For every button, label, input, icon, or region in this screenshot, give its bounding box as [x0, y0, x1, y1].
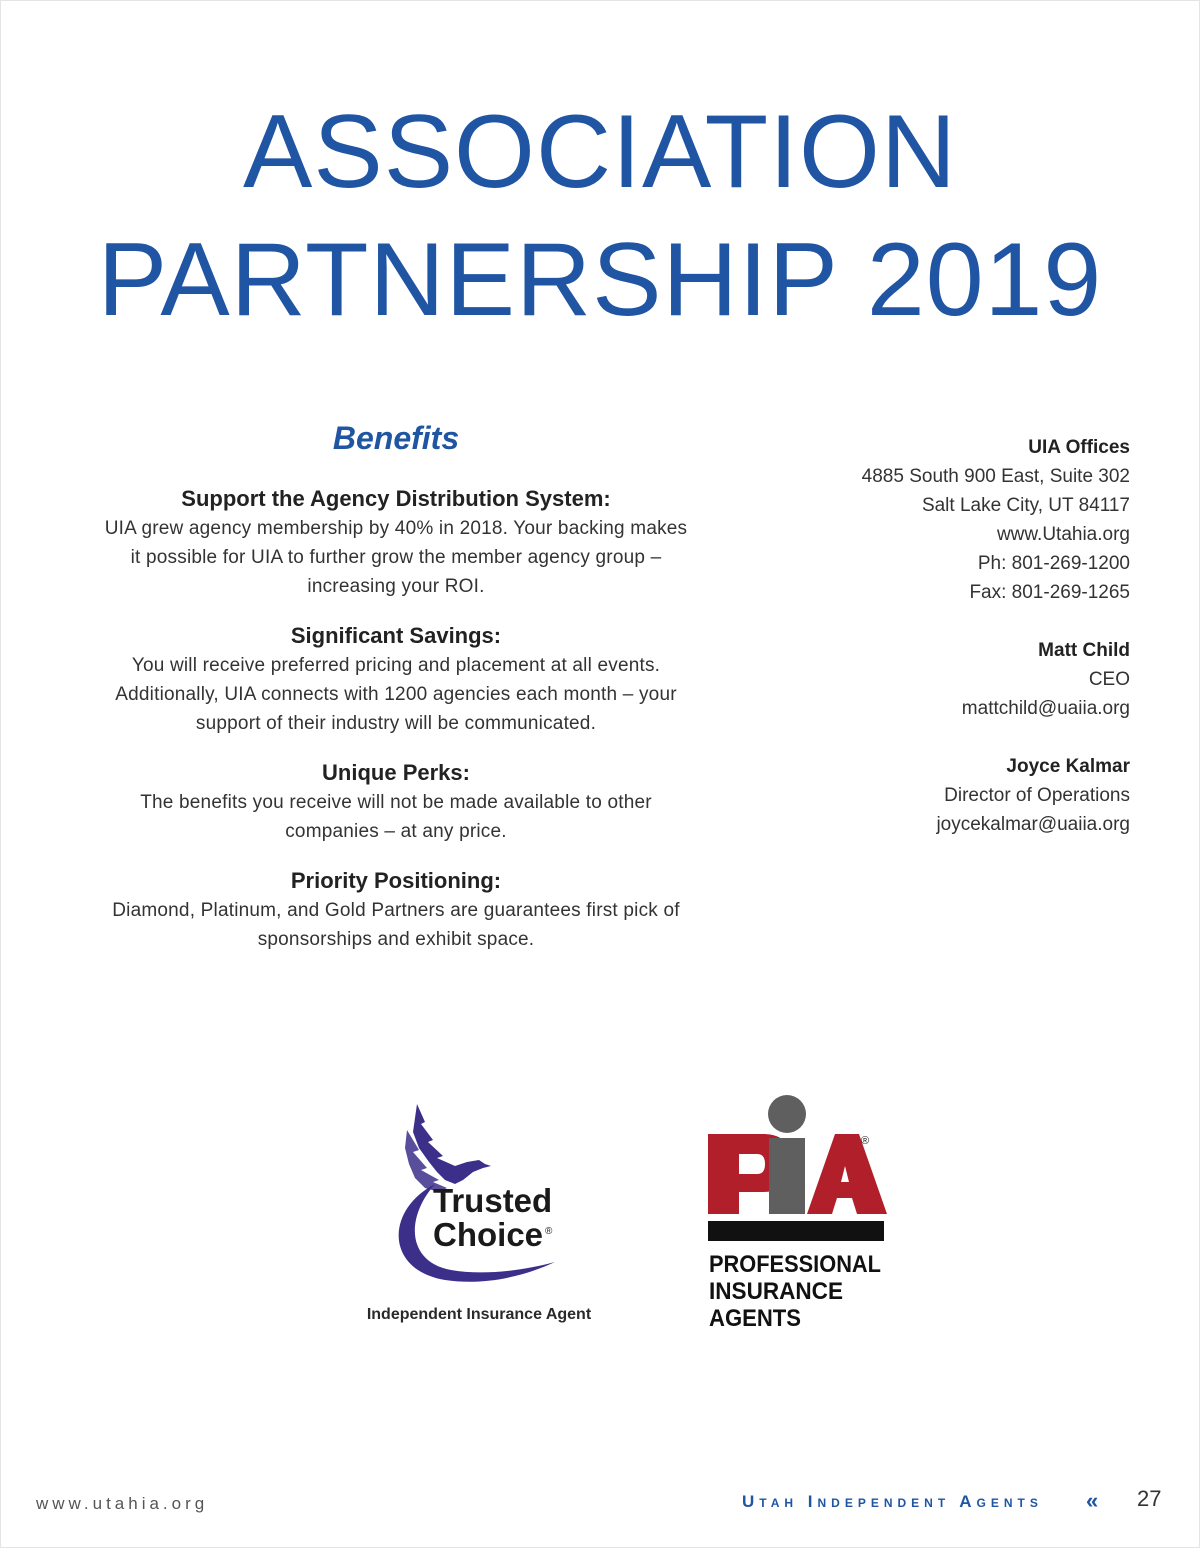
pia-line-1: PROFESSIONAL	[709, 1251, 881, 1278]
registered-mark: ®	[861, 1135, 870, 1147]
registered-mark: ®	[545, 1226, 553, 1237]
benefit-line: it possible for UIA to further grow the member agency group –	[130, 547, 662, 568]
contact-role: Director of Operations	[944, 785, 1130, 806]
title-line-1: ASSOCIATION	[242, 94, 958, 210]
contacts-section	[770, 433, 1130, 868]
pia-logo	[703, 1094, 889, 1334]
benefit-text	[60, 788, 732, 846]
address-line: Salt Lake City, UT 84117	[921, 495, 1130, 516]
benefit-item	[60, 621, 732, 738]
address-line: 4885 South 900 East, Suite 302	[861, 466, 1130, 487]
benefit-line: sponsorships and exhibit space.	[257, 929, 535, 950]
footer-org-name: Utah Independent Agents	[742, 1492, 1043, 1511]
title-line-2: PARTNERSHIP 2019	[97, 222, 1103, 338]
footer-url[interactable]: www.utahia.org	[36, 1494, 209, 1513]
benefit-title: Support the Agency Distribution System:	[181, 486, 611, 511]
tc-line-2: Choice	[433, 1216, 544, 1253]
trusted-choice-logo	[355, 1100, 605, 1330]
contact-email[interactable]: mattchild@uaiia.org	[961, 698, 1130, 719]
benefit-line: increasing your ROI.	[307, 576, 485, 597]
uia-offices-block	[770, 433, 1130, 607]
benefit-title: Unique Perks:	[322, 760, 470, 785]
pia-bar	[708, 1221, 884, 1241]
contact-name: UIA Offices	[1028, 437, 1130, 458]
benefit-item	[60, 484, 732, 601]
benefit-line: You will receive preferred pricing and placement at all events.	[131, 655, 661, 676]
pia-a-shape	[807, 1134, 887, 1214]
eagle-icon	[405, 1104, 491, 1192]
benefit-title: Priority Positioning:	[290, 868, 502, 893]
page-number: 27	[1137, 1486, 1162, 1511]
contact-name: Joyce Kalmar	[1006, 756, 1130, 777]
contact-email[interactable]: joycekalmar@uaiia.org	[936, 814, 1130, 835]
benefit-line: Diamond, Platinum, and Gold Partners are guarantees first pick of	[112, 900, 680, 921]
pia-line-2: INSURANCE	[709, 1278, 843, 1305]
benefits-heading: Benefits	[332, 420, 460, 456]
benefit-line: UIA grew agency membership by 40% in 2018. Your backing makes	[104, 518, 688, 539]
tc-line-1: Trusted	[433, 1182, 553, 1219]
website-link[interactable]: www.Utahia.org	[996, 524, 1130, 545]
contact-name: Matt Child	[1038, 640, 1130, 661]
pia-line-3: AGENTS	[709, 1305, 801, 1332]
benefits-section	[60, 418, 732, 974]
benefit-line: The benefits you receive will not be made available to other	[140, 792, 652, 813]
benefit-text	[60, 651, 732, 738]
contact-role: CEO	[1088, 669, 1130, 690]
chevron-left-icon: «	[1086, 1488, 1099, 1513]
benefit-title: Significant Savings:	[290, 623, 502, 648]
page-title	[0, 88, 1200, 344]
pia-i-dot	[768, 1095, 806, 1133]
pia-i-stem	[769, 1138, 805, 1214]
phone-number: Ph: 801-269-1200	[977, 553, 1130, 574]
benefit-text	[60, 896, 732, 954]
benefit-item	[60, 866, 732, 954]
benefit-line: support of their industry will be communicated.	[195, 713, 597, 734]
benefit-line: Additionally, UIA connects with 1200 agencies each month – your	[115, 684, 677, 705]
benefit-line: companies – at any price.	[285, 821, 507, 842]
contact-matt-child	[770, 636, 1130, 723]
benefit-item	[60, 758, 732, 846]
tc-tagline: Independent Insurance Agent	[366, 1306, 592, 1323]
fax-number: Fax: 801-269-1265	[969, 582, 1130, 603]
benefit-text	[60, 514, 732, 601]
contact-joyce-kalmar	[770, 752, 1130, 839]
